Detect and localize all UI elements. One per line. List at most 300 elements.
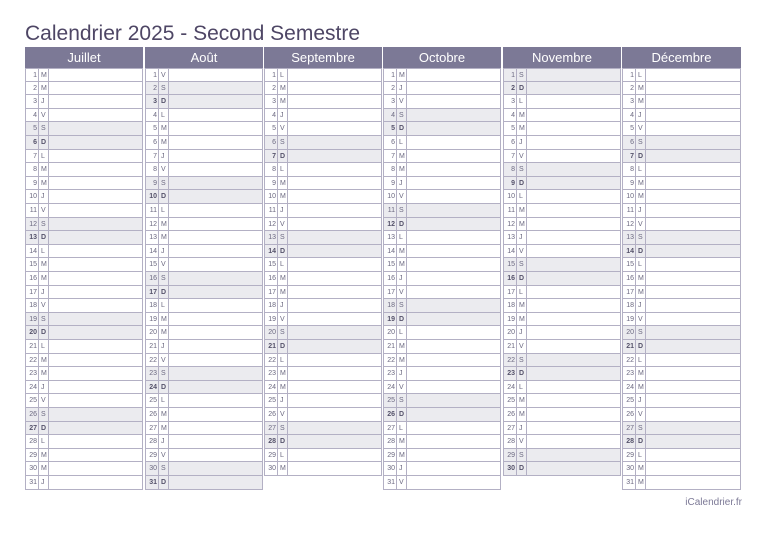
day-number: 25 — [504, 394, 517, 407]
day-letter: M — [519, 408, 527, 421]
day-row — [503, 68, 621, 82]
day-number: 25 — [623, 394, 636, 407]
day-number: 16 — [26, 272, 39, 285]
day-letter: S — [638, 231, 646, 244]
day-row — [25, 367, 143, 381]
day-letter: M — [280, 190, 288, 203]
day-letter: M — [280, 272, 288, 285]
day-letter: L — [399, 422, 407, 435]
day-number: 17 — [146, 286, 159, 299]
day-number: 6 — [504, 136, 517, 149]
day-number: 11 — [265, 204, 278, 217]
day-row — [503, 449, 621, 463]
day-number: 29 — [623, 449, 636, 462]
day-number: 21 — [504, 340, 517, 353]
day-letter: S — [280, 136, 288, 149]
day-number: 9 — [384, 177, 397, 190]
day-row — [25, 122, 143, 136]
day-number: 17 — [265, 286, 278, 299]
day-row — [383, 190, 501, 204]
day-row — [622, 163, 741, 177]
day-row — [383, 340, 501, 354]
day-number: 24 — [623, 381, 636, 394]
day-number: 6 — [384, 136, 397, 149]
day-number: 28 — [504, 435, 517, 448]
day-number: 17 — [623, 286, 636, 299]
day-row — [25, 177, 143, 191]
day-letter: L — [399, 326, 407, 339]
day-number: 12 — [265, 218, 278, 231]
day-letter: J — [399, 177, 407, 190]
day-letter: M — [399, 449, 407, 462]
day-row — [145, 68, 263, 82]
day-row — [622, 245, 741, 259]
day-number: 27 — [26, 422, 39, 435]
day-number: 10 — [623, 190, 636, 203]
day-row — [622, 381, 741, 395]
day-row — [25, 190, 143, 204]
day-letter: V — [638, 408, 646, 421]
day-letter: S — [161, 177, 169, 190]
day-row — [503, 150, 621, 164]
month-header: Novembre — [503, 47, 621, 68]
day-letter: L — [638, 69, 646, 81]
day-number: 30 — [384, 462, 397, 475]
day-number: 13 — [504, 231, 517, 244]
day-number: 22 — [26, 354, 39, 367]
day-row — [264, 190, 382, 204]
day-row — [264, 95, 382, 109]
day-number: 9 — [504, 177, 517, 190]
day-number: 26 — [504, 408, 517, 421]
day-letter: M — [519, 299, 527, 312]
day-row — [264, 245, 382, 259]
day-number: 2 — [146, 82, 159, 95]
day-number: 16 — [623, 272, 636, 285]
day-row — [622, 435, 741, 449]
day-letter: S — [399, 204, 407, 217]
day-row — [145, 476, 263, 490]
day-number: 8 — [504, 163, 517, 176]
day-letter: M — [41, 449, 49, 462]
day-letter: D — [519, 367, 527, 380]
day-letter: M — [41, 258, 49, 271]
day-row — [383, 367, 501, 381]
day-letter: M — [638, 82, 646, 95]
day-number: 9 — [623, 177, 636, 190]
day-row — [622, 68, 741, 82]
day-letter: M — [41, 462, 49, 475]
day-number: 22 — [504, 354, 517, 367]
day-letter: S — [638, 326, 646, 339]
day-number: 13 — [623, 231, 636, 244]
day-letter: M — [280, 82, 288, 95]
day-letter: S — [519, 69, 527, 81]
day-number: 6 — [623, 136, 636, 149]
day-row — [503, 354, 621, 368]
day-letter: L — [161, 299, 169, 312]
day-row — [145, 258, 263, 272]
day-number: 19 — [26, 313, 39, 326]
day-row — [145, 340, 263, 354]
day-row — [383, 218, 501, 232]
day-letter: M — [399, 354, 407, 367]
day-letter: V — [399, 95, 407, 108]
day-letter: M — [399, 258, 407, 271]
day-row — [383, 109, 501, 123]
day-row — [25, 476, 143, 490]
day-number: 29 — [265, 449, 278, 462]
day-letter: M — [280, 95, 288, 108]
day-row — [145, 408, 263, 422]
day-number: 11 — [384, 204, 397, 217]
day-letter: M — [161, 122, 169, 135]
day-row — [503, 272, 621, 286]
day-row — [383, 231, 501, 245]
page-title: Calendrier 2025 - Second Semestre — [25, 22, 361, 45]
day-row — [145, 326, 263, 340]
day-row — [145, 136, 263, 150]
day-number: 14 — [265, 245, 278, 258]
day-row — [503, 258, 621, 272]
day-number: 2 — [26, 82, 39, 95]
footer-credit: iCalendrier.fr — [685, 497, 742, 508]
day-number: 5 — [26, 122, 39, 135]
day-row — [145, 381, 263, 395]
day-number: 29 — [504, 449, 517, 462]
day-letter: S — [280, 231, 288, 244]
day-letter: J — [519, 422, 527, 435]
day-letter: L — [638, 258, 646, 271]
day-row — [145, 122, 263, 136]
day-row — [622, 299, 741, 313]
day-letter: M — [161, 313, 169, 326]
day-row — [383, 449, 501, 463]
day-row — [145, 449, 263, 463]
day-number: 4 — [265, 109, 278, 122]
day-row — [622, 122, 741, 136]
day-letter: J — [399, 82, 407, 95]
day-letter: D — [399, 122, 407, 135]
day-letter: J — [399, 367, 407, 380]
day-row — [145, 313, 263, 327]
day-letter: V — [519, 435, 527, 448]
day-row — [25, 95, 143, 109]
day-number: 3 — [504, 95, 517, 108]
day-letter: D — [161, 190, 169, 203]
day-letter: L — [280, 258, 288, 271]
day-number: 23 — [623, 367, 636, 380]
day-letter: M — [638, 476, 646, 489]
day-number: 18 — [504, 299, 517, 312]
day-row — [503, 95, 621, 109]
day-number: 16 — [265, 272, 278, 285]
day-row — [503, 340, 621, 354]
day-letter: D — [41, 326, 49, 339]
day-letter: S — [638, 136, 646, 149]
day-row — [264, 435, 382, 449]
day-row — [264, 462, 382, 476]
day-row — [383, 476, 501, 490]
day-row — [383, 408, 501, 422]
day-letter: M — [399, 69, 407, 81]
day-row — [622, 204, 741, 218]
day-number: 30 — [26, 462, 39, 475]
day-number: 10 — [146, 190, 159, 203]
day-letter: M — [519, 122, 527, 135]
day-row — [383, 68, 501, 82]
day-row — [145, 367, 263, 381]
day-letter: J — [41, 286, 49, 299]
day-letter: D — [280, 150, 288, 163]
day-number: 11 — [146, 204, 159, 217]
day-row — [622, 286, 741, 300]
day-row — [264, 177, 382, 191]
day-row — [145, 150, 263, 164]
day-number: 28 — [146, 435, 159, 448]
day-row — [264, 109, 382, 123]
day-letter: J — [280, 204, 288, 217]
day-letter: S — [638, 422, 646, 435]
day-row — [264, 367, 382, 381]
day-letter: D — [399, 408, 407, 421]
day-number: 27 — [265, 422, 278, 435]
day-number: 19 — [623, 313, 636, 326]
day-row — [25, 272, 143, 286]
day-number: 31 — [26, 476, 39, 489]
day-number: 27 — [504, 422, 517, 435]
day-row — [264, 204, 382, 218]
day-row — [264, 218, 382, 232]
day-number: 15 — [384, 258, 397, 271]
day-letter: J — [161, 340, 169, 353]
day-row — [503, 367, 621, 381]
day-letter: S — [41, 313, 49, 326]
day-letter: S — [399, 109, 407, 122]
month-header: Octobre — [383, 47, 501, 68]
day-row — [264, 381, 382, 395]
day-row — [622, 408, 741, 422]
day-number: 13 — [26, 231, 39, 244]
day-row — [145, 245, 263, 259]
day-row — [25, 462, 143, 476]
day-number: 12 — [384, 218, 397, 231]
day-number: 31 — [146, 476, 159, 489]
day-number: 19 — [265, 313, 278, 326]
day-letter: M — [638, 286, 646, 299]
day-number: 15 — [26, 258, 39, 271]
month-header: Septembre — [264, 47, 382, 68]
day-letter: S — [161, 367, 169, 380]
day-row — [25, 340, 143, 354]
day-letter: S — [399, 394, 407, 407]
day-number: 24 — [146, 381, 159, 394]
day-row — [383, 286, 501, 300]
day-row — [383, 354, 501, 368]
day-number: 16 — [504, 272, 517, 285]
day-number: 16 — [146, 272, 159, 285]
day-row — [145, 109, 263, 123]
day-letter: L — [638, 449, 646, 462]
day-letter: J — [399, 272, 407, 285]
day-row — [503, 408, 621, 422]
month-header: Août — [145, 47, 263, 68]
day-row — [622, 394, 741, 408]
day-number: 30 — [504, 462, 517, 475]
day-number: 14 — [26, 245, 39, 258]
day-row — [383, 163, 501, 177]
day-row — [25, 136, 143, 150]
day-row — [25, 258, 143, 272]
day-number: 14 — [384, 245, 397, 258]
day-row — [383, 299, 501, 313]
day-letter: L — [638, 354, 646, 367]
day-number: 31 — [623, 476, 636, 489]
day-number: 21 — [265, 340, 278, 353]
day-row — [264, 150, 382, 164]
day-number: 23 — [146, 367, 159, 380]
day-number: 12 — [623, 218, 636, 231]
day-number: 7 — [384, 150, 397, 163]
day-number: 11 — [504, 204, 517, 217]
day-row — [145, 272, 263, 286]
day-letter: V — [519, 245, 527, 258]
day-row — [622, 218, 741, 232]
day-row — [264, 82, 382, 96]
day-number: 13 — [265, 231, 278, 244]
day-number: 28 — [265, 435, 278, 448]
day-letter: V — [399, 190, 407, 203]
day-letter: M — [399, 163, 407, 176]
month-column — [145, 47, 264, 495]
day-row — [25, 408, 143, 422]
day-letter: J — [41, 95, 49, 108]
day-letter: L — [41, 150, 49, 163]
day-number: 7 — [265, 150, 278, 163]
day-row — [25, 313, 143, 327]
day-letter: L — [161, 394, 169, 407]
day-letter: L — [399, 231, 407, 244]
day-number: 27 — [384, 422, 397, 435]
day-number: 21 — [384, 340, 397, 353]
day-letter: L — [161, 204, 169, 217]
day-row — [264, 286, 382, 300]
day-row — [25, 326, 143, 340]
day-number: 11 — [623, 204, 636, 217]
day-row — [264, 422, 382, 436]
day-row — [503, 109, 621, 123]
day-letter: J — [638, 299, 646, 312]
day-number: 3 — [384, 95, 397, 108]
day-number: 31 — [384, 476, 397, 489]
day-number: 18 — [265, 299, 278, 312]
day-row — [622, 422, 741, 436]
month-header: Juillet — [25, 47, 143, 68]
day-letter: S — [280, 422, 288, 435]
day-row — [264, 313, 382, 327]
day-row — [25, 381, 143, 395]
day-number: 23 — [384, 367, 397, 380]
day-number: 1 — [26, 69, 39, 81]
day-number: 22 — [384, 354, 397, 367]
day-letter: M — [161, 422, 169, 435]
day-letter: D — [519, 462, 527, 475]
day-letter: V — [161, 69, 169, 81]
calendar-grid — [25, 47, 742, 495]
day-number: 24 — [504, 381, 517, 394]
day-number: 7 — [623, 150, 636, 163]
day-number: 5 — [146, 122, 159, 135]
day-letter: M — [399, 150, 407, 163]
day-row — [264, 299, 382, 313]
day-row — [25, 150, 143, 164]
day-row — [622, 340, 741, 354]
day-number: 7 — [26, 150, 39, 163]
day-letter: J — [519, 136, 527, 149]
day-letter: V — [638, 313, 646, 326]
day-number: 24 — [384, 381, 397, 394]
day-row — [145, 286, 263, 300]
day-letter: V — [41, 394, 49, 407]
day-row — [145, 394, 263, 408]
day-letter: D — [41, 422, 49, 435]
day-row — [622, 231, 741, 245]
day-number: 4 — [146, 109, 159, 122]
day-number: 22 — [265, 354, 278, 367]
day-row — [622, 326, 741, 340]
day-row — [25, 449, 143, 463]
day-letter: V — [399, 381, 407, 394]
day-letter: L — [41, 340, 49, 353]
day-number: 23 — [265, 367, 278, 380]
day-row — [264, 163, 382, 177]
day-row — [503, 190, 621, 204]
day-letter: D — [41, 231, 49, 244]
day-row — [264, 68, 382, 82]
day-letter: D — [280, 340, 288, 353]
day-row — [25, 435, 143, 449]
day-letter: M — [519, 394, 527, 407]
day-letter: D — [638, 435, 646, 448]
day-row — [264, 408, 382, 422]
day-letter: M — [161, 326, 169, 339]
day-letter: J — [638, 394, 646, 407]
day-row — [264, 231, 382, 245]
day-number: 7 — [146, 150, 159, 163]
day-letter: S — [41, 122, 49, 135]
day-number: 12 — [504, 218, 517, 231]
day-letter: J — [41, 190, 49, 203]
day-row — [145, 218, 263, 232]
day-number: 6 — [26, 136, 39, 149]
day-letter: J — [41, 381, 49, 394]
day-number: 12 — [146, 218, 159, 231]
day-row — [25, 218, 143, 232]
day-row — [622, 177, 741, 191]
day-number: 10 — [504, 190, 517, 203]
day-letter: L — [280, 449, 288, 462]
day-letter: M — [41, 272, 49, 285]
day-row — [264, 258, 382, 272]
day-row — [622, 95, 741, 109]
day-row — [25, 422, 143, 436]
day-letter: V — [41, 204, 49, 217]
day-number: 28 — [384, 435, 397, 448]
day-row — [622, 449, 741, 463]
day-row — [622, 82, 741, 96]
day-letter: V — [638, 122, 646, 135]
day-row — [383, 272, 501, 286]
